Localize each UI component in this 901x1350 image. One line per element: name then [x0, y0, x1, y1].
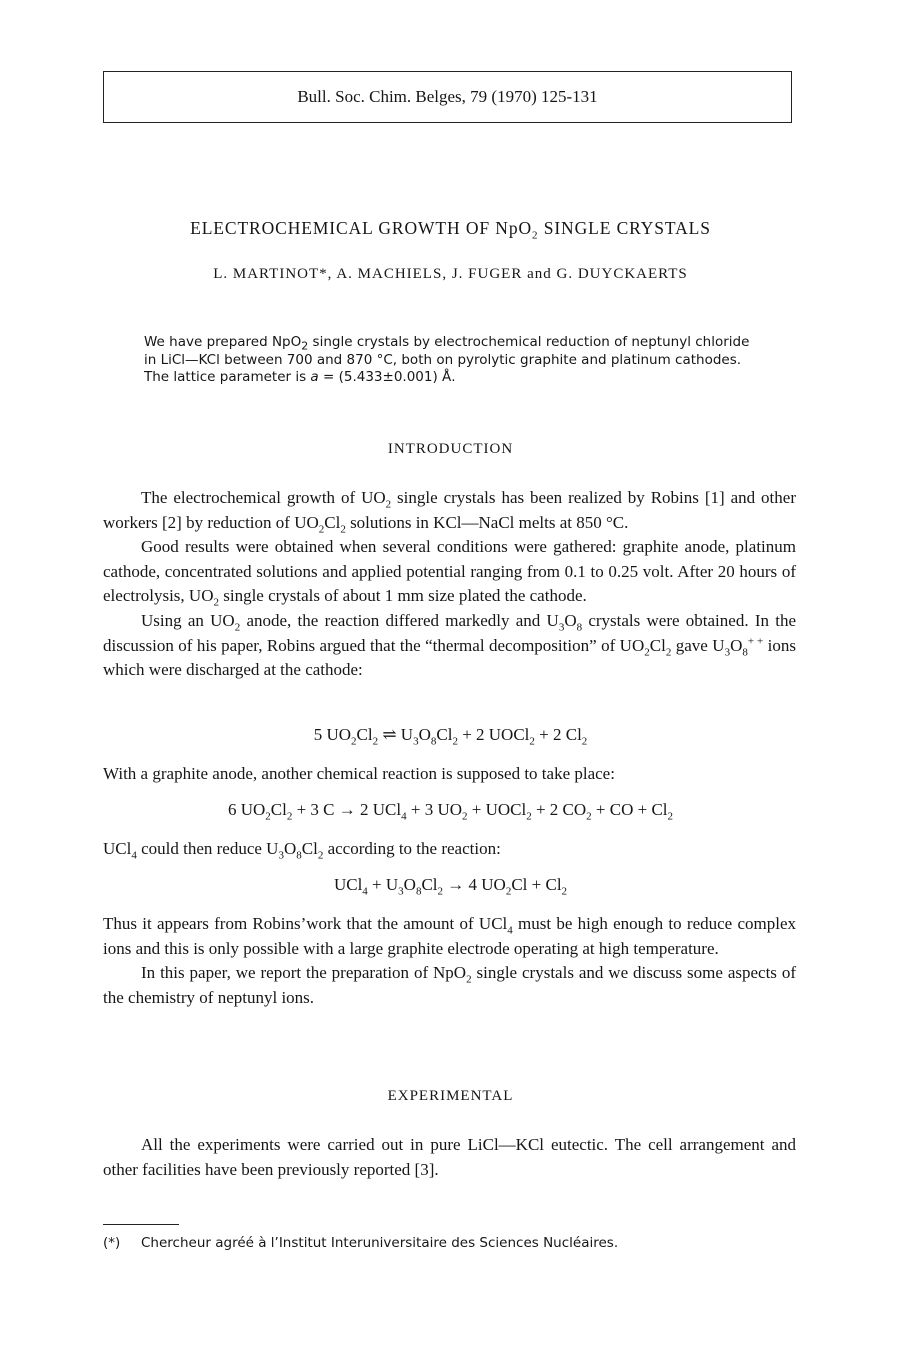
experimental-paragraph-1: All the experiments were carried out in pure LiCl—KCl eutectic. The cell arrangement and other facilities have been previously reported [3]. [103, 1135, 796, 1179]
intro-paragraph-2: Good results were obtained when several conditions were gathered: graphite anode, platinum cathode, concentrated solutions and applied potential ranging from 0.1 to 0.25 volt. After 20 hours of electrolysis, $UO_2$ single crystals of about 1 mm size plated the cathode. [103, 537, 796, 609]
article-authors: L. MARTINOT*, A. MACHIELS, J. FUGER and G. DUYCKAERTS [213, 266, 688, 282]
intro-paragraph-6: Thus it appears from Robins’work that the amount of UCl$_4$ must be high enough to reduce complex ions and this is only possible with a large graphite electrode operating at high temperature. [103, 914, 797, 958]
footnote-mark: (*) [103, 1235, 121, 1251]
intro-paragraph-7: In this paper, we report the preparation of NpO$_2$ single crystals and we discuss some aspects of the chemistry of neptunyl ions. [103, 963, 796, 1007]
equation-2: 6 $UO_2Cl_2 + 3$ C → 2 UCl$_4$ + 3 $UO_2$ + UOCl$_2$ + 2 $CO_2$ + CO + $Cl_2$ [227, 800, 674, 823]
equation-3: $UCl_4 + U_3O_8Cl_2 \to 4$ $UO_2Cl + Cl_2$ [333, 875, 568, 898]
experimental-block [103, 1133, 796, 1182]
article-title: ELECTROCHEMICAL GROWTH OF NpO$_2$ SINGLE CRYSTALS [190, 218, 711, 242]
introduction-paragraphs-2 [103, 912, 796, 1010]
section-heading-introduction: INTRODUCTION [387, 441, 514, 457]
journal-reference: Bull. Soc. Chim. Belges, 79 (1970) 125-131 [297, 87, 598, 106]
abstract [144, 334, 760, 387]
introduction-paragraphs-1 [103, 486, 796, 683]
abstract-text: We have prepared NpO$_2$ single crystals by electrochemical reduction of neptunyl chloride in LiCl—KCl between 700 and 870 °C, both on pyrolytic graphite and platinum cathodes. The lattice parameter is a = (5.433±0.001) Å. [144, 334, 750, 385]
intro-paragraph-1: The electrochemical growth of $UO_2$ single crystals has been realized by Robins [1] and other workers [2] by reduction of $UO_2Cl_2$ solutions in KCl—NaCl melts at 850 °C. [103, 488, 796, 535]
intro-paragraph-5: UCl$_4$ could then reduce $U_3O_8Cl_2$ according to the reaction: [103, 839, 501, 862]
intro-paragraph-3: Using an $UO_2$ anode, the reaction differed markedly and $U_3O_8$ crystals were obtained. In the discussion of his paper, Robins argued that the “thermal decomposition” of $UO_2Cl_2$ gave $U_3O_8^{+ +}$ ions which were discharged at the cathode: [103, 610, 797, 680]
footnote-text: Chercheur agréé à l’Institut Interuniversitaire des Sciences Nucléaires. [141, 1235, 619, 1251]
intro-paragraph-4: With a graphite anode, another chemical reaction is supposed to take place: [103, 764, 615, 783]
footnote [103, 1235, 618, 1251]
intro-paragraph-4-block [103, 762, 796, 787]
footnote-rule [103, 1224, 179, 1225]
intro-paragraph-5-block [103, 837, 796, 862]
section-heading-experimental: EXPERIMENTAL [387, 1088, 514, 1104]
equation-1: 5 $UO_2Cl_2$ ⇌ $U_3O_8Cl_2 + 2$ UOCl$_2$ + 2 $Cl_2$ [313, 725, 588, 748]
